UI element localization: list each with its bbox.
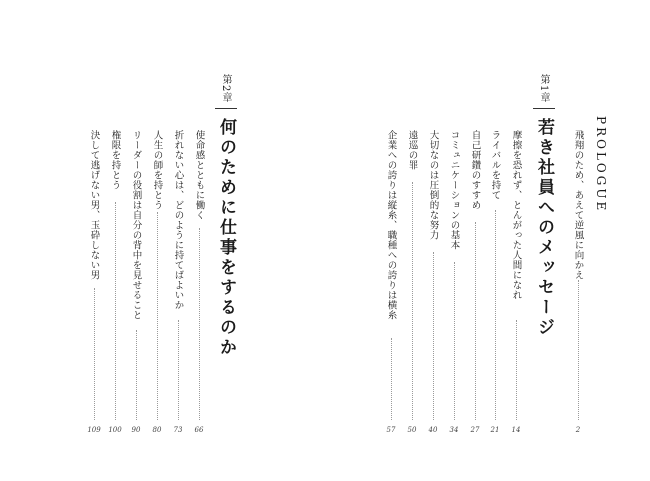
chapter2-entry-1[interactable]: 使命感とともに働く [193,130,205,220]
page-number: 2 [575,426,581,434]
leader-dots [433,252,434,420]
chapter1-entry-3[interactable]: 自己研鑽のすすめ [469,130,481,210]
page-number: 109 [87,426,101,434]
page-number: 40 [428,426,438,434]
page-number: 50 [407,426,417,434]
chapter2-entry-6[interactable]: 決して逃げない男、玉砕しない男 [88,130,100,280]
leader-dots [115,202,116,420]
leader-dots [199,228,200,420]
chapter1-entry-1[interactable]: 摩擦を恐れず、とんがった人間になれ [510,130,522,300]
prologue-entry[interactable]: 飛翔のため、あえて逆風に向かえ [572,130,584,280]
leader-dots [157,212,158,420]
chapter1-entry-2[interactable]: ライバルを持て [489,130,501,200]
leader-dots [495,210,496,420]
chapter1-entry-4[interactable]: コミュニケーションの基本 [448,130,460,250]
leader-dots [516,320,517,420]
chapter2-title: 何のために仕事をするのか [216,118,236,358]
leader-dots [391,338,392,420]
chapter2-label: 第2章 [220,74,231,104]
page-number: 57 [386,426,396,434]
chapter1-rule [533,108,555,109]
page-number: 27 [470,426,480,434]
leader-dots [412,182,413,420]
page-number: 21 [490,426,500,434]
chapter1-entry-7[interactable]: 企業への誇りは縦糸、職種への誇りは横糸 [385,130,397,320]
chapter2-entry-5[interactable]: 権限を持とう [109,130,121,190]
leader-dots [178,320,179,420]
page-number: 100 [108,426,122,434]
page-number: 34 [449,426,459,434]
page-number: 14 [511,426,521,434]
chapter2-entry-2[interactable]: 折れない心は、どのように持てばよいか [172,130,184,310]
page-number: 66 [194,426,204,434]
leader-dots [454,262,455,420]
leader-dots [578,280,579,420]
chapter2-entry-4[interactable]: リーダーの役割は自分の背中を見せること [130,130,142,320]
page-number: 73 [173,426,183,434]
leader-dots [94,288,95,420]
chapter2-rule [215,108,237,109]
chapter1-entry-6[interactable]: 遠巡の罪 [406,130,418,170]
leader-dots [136,330,137,420]
chapter1-entry-5[interactable]: 大切なのは圧倒的な努力 [427,130,439,240]
page-number: 80 [152,426,162,434]
chapter1-title: 若き社員へのメッセージ [534,118,554,338]
chapter1-label: 第1章 [538,74,549,104]
chapter2-entry-3[interactable]: 人生の師を持とう [151,130,163,210]
prologue-title: PROLOGUE [594,116,608,214]
page-number: 90 [131,426,141,434]
leader-dots [475,222,476,420]
